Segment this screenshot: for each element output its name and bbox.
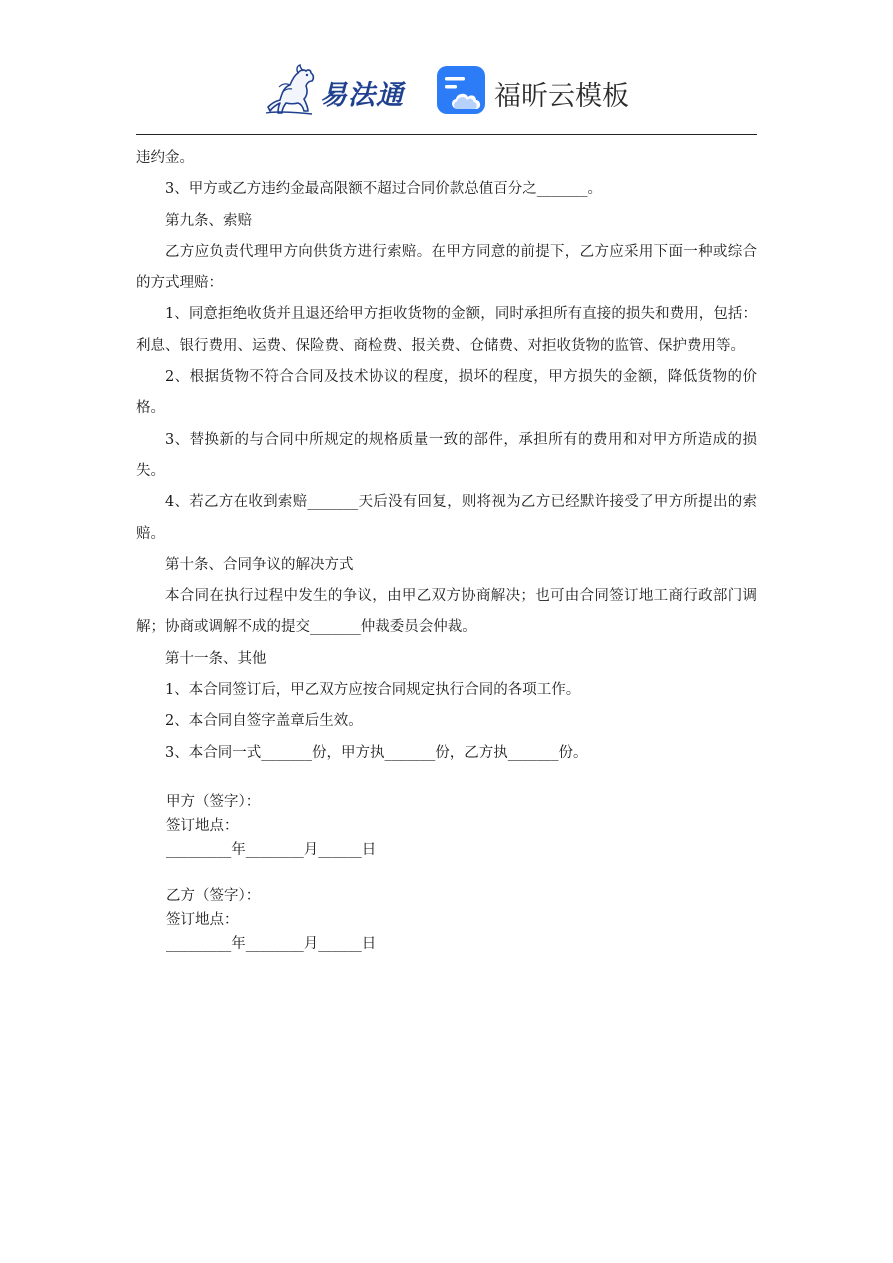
yifatong-logo-text: 易法通: [320, 80, 404, 111]
signature-block-party-b: [136, 884, 757, 956]
paragraph: 4、若乙方在收到索赔_______天后没有回复，则将视为乙方已经默许接受了甲方所提出的索赔。: [136, 494, 757, 542]
page-header: [0, 55, 893, 125]
paragraph: 3、甲方或乙方违约金最高限额不超过合同价款总值百分之_______。: [165, 181, 602, 198]
horse-icon: [262, 63, 322, 119]
cloud-document-icon: [436, 65, 488, 117]
paragraph: 1、本合同签订后，甲乙双方应按合同规定执行合同的各项工作。: [165, 682, 581, 699]
paragraph: 2、本合同自签字盖章后生效。: [165, 713, 363, 730]
foxit-template-logo: [436, 65, 636, 119]
paragraph: 乙方应负责代理甲方向供货方进行索赔。在甲方同意的前提下，乙方应采用下面一种或综合的方式理赔：: [136, 243, 757, 292]
party-b-signing-date: _________年________月______日: [166, 935, 377, 952]
document-body: [136, 143, 757, 956]
party-a-signature-label: 甲方（签字）：: [166, 793, 261, 810]
paragraph: 本合同在执行过程中发生的争议，由甲乙双方协商解决；也可由合同签订地工商行政部门调解；协商或调解不成的提交_______仲裁委员会仲裁。: [136, 588, 757, 636]
paragraph: 1、同意拒绝收货并且退还给甲方拒收货物的金额，同时承担所有直接的损失和费用，包括：利息、银行费用、运费、保险费、商检费、报关费、仓储费、对拒收货物的监管、保护费用等。: [136, 306, 757, 354]
paragraph: 3、本合同一式_______份，甲方执_______份，乙方执_______份。: [165, 744, 588, 761]
party-a-signing-date: _________年________月______日: [166, 841, 377, 858]
party-b-signing-place: 签订地点：: [166, 911, 239, 928]
paragraph: 2、根据货物不符合合同及技术协议的程度，损坏的程度，甲方损失的金额，降低货物的价格。: [136, 369, 757, 417]
header-divider: [136, 134, 757, 135]
paragraph: 3、替换新的与合同中所规定的规格质量一致的部件，承担所有的费用和对甲方所造成的损失。: [136, 431, 757, 479]
signature-block-party-a: [136, 790, 757, 862]
yifatong-logo: [262, 63, 412, 119]
foxit-template-logo-text: 福昕云模板: [494, 81, 629, 112]
paragraph: 违约金。: [136, 150, 194, 166]
section-heading-10: 第十条、合同争议的解决方式: [165, 556, 354, 573]
party-b-signature-label: 乙方（签字）：: [166, 887, 261, 904]
section-heading-11: 第十一条、其他: [165, 650, 267, 667]
section-heading-9: 第九条、索赔: [165, 212, 252, 229]
party-a-signing-place: 签订地点：: [166, 817, 239, 834]
